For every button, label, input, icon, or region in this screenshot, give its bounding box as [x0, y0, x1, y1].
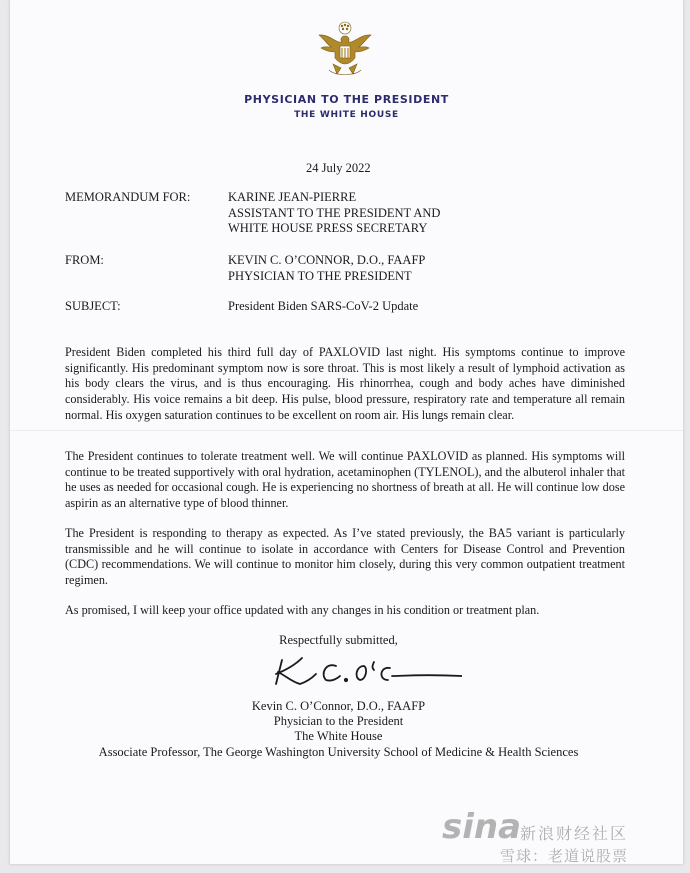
- letterhead-title: PHYSICIAN TO THE PRESIDENT: [244, 93, 449, 106]
- signer-title: Physician to the President: [273, 714, 404, 728]
- handwritten-signature: [272, 652, 462, 692]
- recipient-name: KARINE JEAN-PIERRE: [228, 190, 357, 204]
- body-paragraph-3: The President is responding to therapy as expected. As I’ve stated previously, the BA5 variant is particularly transmissible and he will continue to isolate in accordance with Centers for Disease Control and Prevention (CDC) recommendations. We will continue to monitor him closely, during this very common outpatient treatment regimen.: [65, 526, 625, 588]
- recipient-title-line-2: WHITE HOUSE PRESS SECRETARY: [228, 221, 428, 235]
- subject-label: SUBJECT:: [65, 299, 121, 313]
- sender-title: PHYSICIAN TO THE PRESIDENT: [228, 268, 412, 283]
- closing-line: Respectfully submitted,: [279, 633, 398, 647]
- watermark-text-secondary: 雪球：老道说股票: [500, 847, 629, 865]
- subject-value: President Biden SARS-CoV-2 Update: [228, 299, 419, 313]
- signer-affiliation: Associate Professor, The George Washington University School of Medicine & Health Sciences: [98, 745, 579, 759]
- presidential-seal-icon: [315, 18, 375, 82]
- letterhead-subtitle: THE WHITE HOUSE: [294, 110, 399, 120]
- sina-logo: sina: [442, 807, 522, 847]
- memo-page: [10, 0, 683, 864]
- body-paragraph-2: The President continues to tolerate treatment well. We will continue PAXLOVID as planned. His symptoms will continue to be treated supportively with oral hydration, acetaminophen (TYLENOL), and the albuterol inhaler that he uses as needed for occasional cough. He is experiencing no shortness of breath at all. He will continue low dose aspirin as an alternative type of blood thinner.: [65, 449, 625, 511]
- signer-name: Kevin C. O’Connor, D.O., FAAFP: [251, 699, 426, 713]
- from-label: FROM:: [65, 253, 104, 267]
- signer-organization: The White House: [294, 729, 383, 743]
- from-value: [228, 253, 425, 284]
- memo-date: 24 July 2022: [306, 161, 371, 175]
- body-paragraph-4: As promised, I will keep your office updated with any changes in his condition or treatment plan.: [65, 603, 540, 617]
- paper-fold-line: [10, 430, 683, 431]
- memorandum-for-value: [228, 190, 440, 237]
- sina-watermark: [442, 807, 672, 869]
- body-paragraph-1: President Biden completed his third full day of PAXLOVID last night. His symptoms continue to improve significantly. His predominant symptom now is sore throat. This is most likely a result of lymphoid activation as his body clears the virus, and is thus encouraging. His rhinorrhea, cough and body aches have diminished considerably. His voice remains a bit deep. His pulse, blood pressure, respiratory rate and temperature all remain normal. His oxygen saturation continues to be excellent on room air. His lungs remain clear.: [65, 345, 625, 422]
- sender-name: KEVIN C. O’CONNOR, D.O., FAAFP: [228, 253, 426, 267]
- watermark-text: 新浪财经社区: [520, 824, 629, 843]
- memorandum-for-label: MEMORANDUM FOR:: [65, 190, 191, 204]
- recipient-title-line-1: ASSISTANT TO THE PRESIDENT AND: [228, 205, 441, 220]
